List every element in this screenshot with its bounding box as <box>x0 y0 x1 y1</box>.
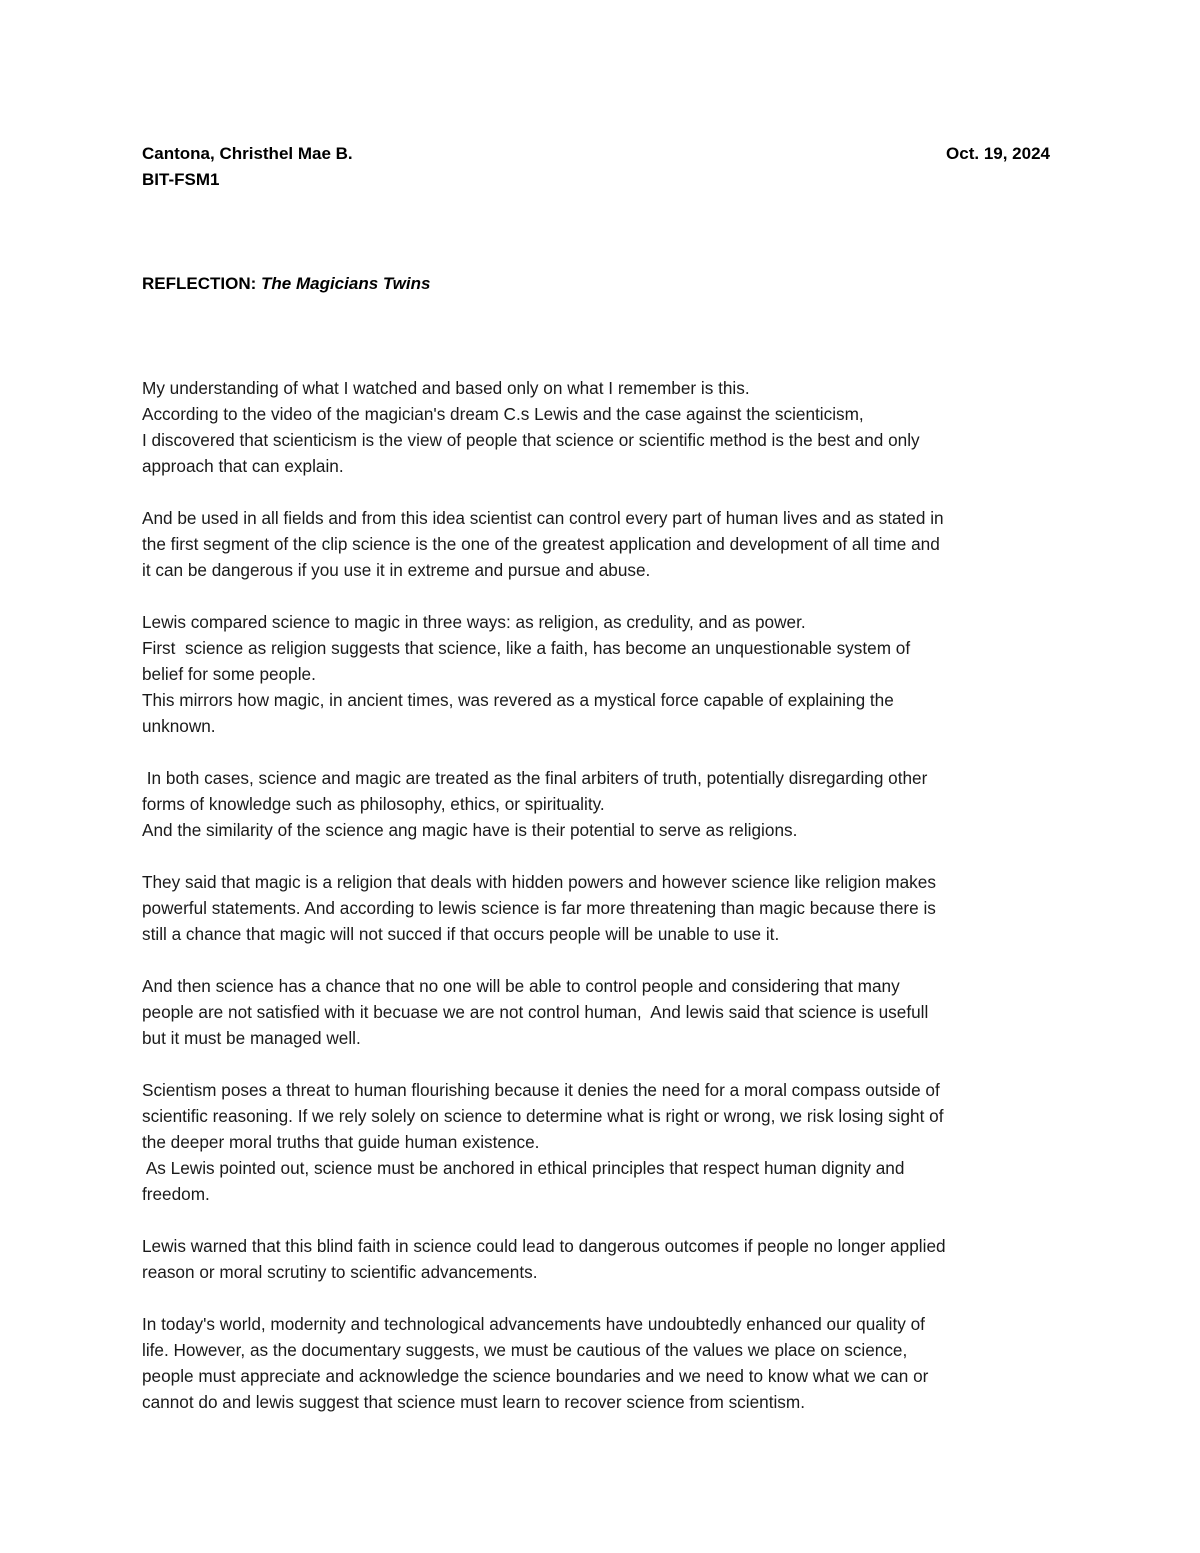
text-line: According to the video of the magician's dream C.s Lewis and the case against the scienticism, <box>142 404 864 424</box>
text-line: but it must be managed well. <box>142 1028 361 1048</box>
text-line: And the similarity of the science ang magic have is their potential to serve as religions. <box>142 820 798 840</box>
text-line: They said that magic is a religion that deals with hidden powers and however science like religion makes <box>142 872 936 892</box>
paragraph <box>142 869 1082 947</box>
text-line: people are not satisfied with it becuase we are not control human, And lewis said that science is usefull <box>142 1002 929 1022</box>
text-line: the deeper moral truths that guide human existence. <box>142 1132 540 1152</box>
text-line: And be used in all fields and from this idea scientist can control every part of human lives and as stated in <box>142 508 944 528</box>
title-label: REFLECTION: <box>142 274 257 293</box>
text-line: scientific reasoning. If we rely solely on science to determine what is right or wrong, we risk losing sight of <box>142 1106 944 1126</box>
text-line: In both cases, science and magic are treated as the final arbiters of truth, potentially disregarding other <box>142 768 928 788</box>
text-line: approach that can explain. <box>142 456 344 476</box>
paragraph <box>142 765 1082 843</box>
text-line: it can be dangerous if you use it in extreme and pursue and abuse. <box>142 560 651 580</box>
text-line: And then science has a chance that no one will be able to control people and considering that many <box>142 976 900 996</box>
text-line: Lewis warned that this blind faith in science could lead to dangerous outcomes if people no longer applied <box>142 1236 946 1256</box>
text-line: belief for some people. <box>142 664 316 684</box>
text-line: the first segment of the clip science is the one of the greatest application and development of all time and <box>142 534 940 554</box>
text-line: life. However, as the documentary suggests, we must be cautious of the values we place on science, <box>142 1340 908 1360</box>
text-line: First science as religion suggests that science, like a faith, has become an unquestionable system of <box>142 638 911 658</box>
paragraph <box>142 375 1082 479</box>
text-line: cannot do and lewis suggest that science must learn to recover science from scientism. <box>142 1392 805 1412</box>
document-title <box>142 273 430 295</box>
author-name: Cantona, Christhel Mae B. <box>142 144 353 163</box>
text-line: powerful statements. And according to lewis science is far more threatening than magic because there is <box>142 898 936 918</box>
text-line: reason or moral scrutiny to scientific advancements. <box>142 1262 538 1282</box>
text-line: This mirrors how magic, in ancient times, was revered as a mystical force capable of explaining the <box>142 690 894 710</box>
text-line: As Lewis pointed out, science must be anchored in ethical principles that respect human dignity and <box>142 1158 905 1178</box>
text-line: people must appreciate and acknowledge the science boundaries and we need to know what we can or <box>142 1366 929 1386</box>
paragraph <box>142 1311 1082 1415</box>
text-line: Scientism poses a threat to human flourishing because it denies the need for a moral compass outside of <box>142 1080 940 1100</box>
paragraph <box>142 1077 1082 1207</box>
paragraph <box>142 1233 1082 1285</box>
document-date: Oct. 19, 2024 <box>946 144 1050 163</box>
paragraph <box>142 505 1082 583</box>
text-line: In today's world, modernity and technological advancements have undoubtedly enhanced our quality of <box>142 1314 925 1334</box>
course-code: BIT-FSM1 <box>142 170 220 189</box>
document-body <box>142 375 1082 1441</box>
text-line: freedom. <box>142 1184 210 1204</box>
title-work: The Magicians Twins <box>261 274 431 293</box>
paragraph <box>142 609 1082 739</box>
header-row <box>142 143 1050 165</box>
text-line: Lewis compared science to magic in three ways: as religion, as credulity, and as power. <box>142 612 806 632</box>
text-line: I discovered that scienticism is the view of people that science or scientific method is the best and only <box>142 430 920 450</box>
text-line: forms of knowledge such as philosophy, ethics, or spirituality. <box>142 794 605 814</box>
text-line: still a chance that magic will not succed if that occurs people will be unable to use it. <box>142 924 780 944</box>
text-line: My understanding of what I watched and based only on what I remember is this. <box>142 378 750 398</box>
paragraph <box>142 973 1082 1051</box>
text-line: unknown. <box>142 716 216 736</box>
